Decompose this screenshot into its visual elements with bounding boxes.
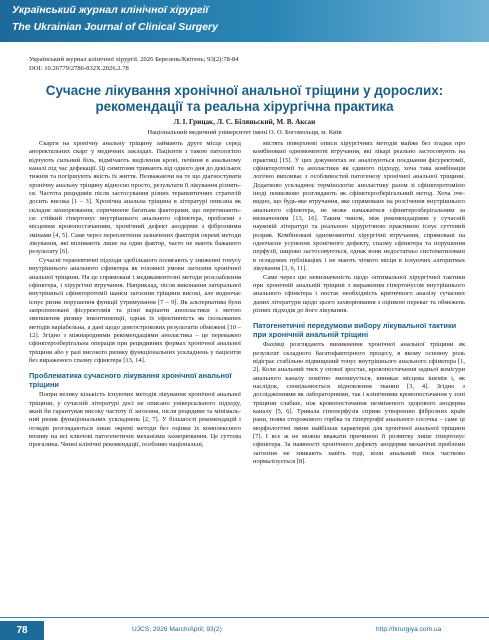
paragraph: Сучасні терапевтичні підходи здебільшого полягають у зниженні тонусу внутрішнього анального сфінктера як головної умови загоєння хронічної анальної тріщини. На це спрямовані і медикаментозні методи розслаблення сфінктера, і хірургічні втручання. Наприклад, після виконання латеральної внутрішньої сфінктеротомії шанси загоєння тріщини високі, але водночас існує ризик порушення функції утримування [7 – 9]. Як альтернатива були запропоновані фісуректомія та різні варіанти анопластики з метою зменшення ризику інконтиненції, однак їх ефективність як ізольованих методів варіабельна, а дані щодо довгострокових результатів обмежені [10 – 12]. Згідно з міжнародними рекомендаціями аноластика – це переважно сфінктерозберігальна операція при рецидивних формах хронічної анальної тріщини або у разі високого ризику функціональних ускладнень у пацієнтів без вираженого спазму сфінктера [13, 14]. [29,256,241,364]
paragraph: Фахівці розглядають виникнення хронічної анальної тріщини як результат складного багатофакторного процесу, в якому основну роль відіграє стабільно підвищений тонус внутрішнього анального сфінктера [1, 2]. Коли анальний тиск у спокої зростає, кровопостачання задньої комісури анального каналу помітно зменшується, виникає місцева ішемія і, як наслідок, сповільнюється відновлення тканин [3, 4]. Згідно з дослідженнями як лабораторними, так і клінічними кровопостачання у зоні тріщини слабше, ніж кровопостачання незміненого здорового анодерма каналу [5, 6]. Тривала гіпоперфузія сприяє утворенню фіброзних країв рани, поява сторожового горбка та гіпертрофії анального сосочка – саме ці морфологічні зміни найбільш характерні для хронічної анальної тріщини [7]. І все ж не можна вважати причиною її розвитку лише гіпертонус сфінктера. За наявності хронічного дефекту анодерми механічні проблеми загоєння не зникають навіть тоді, коли анальний тиск частково нормалізується [8]. [253,341,465,466]
footer-website-link[interactable]: http://hirurgiya.com.ua [376,626,442,633]
section-heading: Проблематика сучасного лікування хронічної анальної тріщини [29,371,232,390]
journal-name-en: The Ukrainian Journal of Clinical Surgery [12,21,218,33]
right-column [253,140,465,598]
article-title-line-2: рекомендації та реальна хірургічна практика [95,99,394,114]
page-number: 78 [0,621,44,640]
footer-journal-issue: UJCS, 2026 March/April; 93(2) [132,626,222,633]
citation-line: Український журнал клінічної хірургії. 2026 Березень/Квітень; 93(2):78-84 [29,56,239,63]
journal-name-uk: Український журнал клінічної хірургії [12,4,209,16]
left-column [29,140,241,598]
paragraph: Саме через цю невизначеність щодо оптимальної хірургічної тактики при хронічній анальній тріщині з вираженим гіпертонусом внутрішнього анального сфінктера і постає необхідність критичного аналізу сучасних даних літератури щодо цього захворювання з оцінкою переваг та обмежень різних підходів до його лікування. [253,273,465,314]
article-title-line-1: Сучасне лікування хронічної анальної тріщини у дорослих: [45,83,444,98]
section-heading: Патогенетичні передумови вибору лікувальної тактики при хронічній анальній тріщині [253,321,457,340]
paragraph: Скарги на хронічну анальну тріщину займають друге місце серед аноректальних скарг у медичних закладах. Пацієнти з такою патологією відчують сильний біль, відмічають виділення крові, печіння в анальному каналі під час дефекації. Ці симптоми тривають від одного дня до декількох тижнів та погіршують якість їх життя. Незважаючи на те що діагностувати хронічну анальну тріщину відносно просто, результати її лікування різняться. Частота рецидивів після застосування різних терапевтичних стратегій досить висока [1 – 3]. Хронічна анальна тріщина в літературі описана як складне захворювання, спричинене багатьма факторами, що перетинаються: стійкий гіпертонус внутрішнього анального сфінктера, проблеми з місцевим кровопостачанням, хронічний дефект анодерми з фіброзними змінами [4, 5]. Саме через переплетення зазначених факторів окремі методи лікування, які впливають лише на один фактор, часто не мають бажаного результату [6]. [29,140,241,256]
footer-divider [0,617,489,618]
doi-line: DOI: 10.26779/2786-832X.2026.2.78 [29,65,129,72]
authors: Л. І. Грицак, Л. С. Біляньский, М. В. Аксан [173,118,316,126]
journal-banner [0,0,489,42]
paragraph: містять поверхневі описи хірургічних методів майже без згадки про комбіновані одномоментні втручання, які лікарі реально застосовують на практиці [15]. У цих документах не аналізуються поєднання фісуректомії, сфінктеротомії та аноластики як єдиного підходу, хоча така комбінація логічно випливає з особливостей патогенезу хронічної анальної тріщини. Додатково ускладнює термінологія: аноластику разом зі сфінктеротомією іноді помилково розглядають як сфінктерозберігальний метод. Хоча очевидно, що будь-яке втручання, яке спрямоване на розсічення внутрішнього анального сфінктера, не може намажатися сфінктерозберігальним за визначенням [13, 16]. Таким чином, між рекомендаціями у сучасній науковій літературі та реальною хірургічною практикою існує суттєвий розрив. Комбіновані одномоментні хірургічні втручання, спрямовані на одночасне усунення хронічного дефекту, спазму сфінктера та порушення перфузії, широко застосовуються, однак вони недостатньо систематизовані в оглядових публікаціях і не мають чіткого місця в існуючих алгоритмах лікування [3, 6, 11]. [253,140,465,273]
affiliation: Національний медичний університет імені О. О. Богомольця, м. Київ [147,129,342,136]
paragraph: Попри велику кількість існуючих методів лікування хронічної анальної тріщини, у сучасній літературі досі не описано універсального підходу, який би гарантував високу частоту її загоєння, після рецидиви та мінімальний ризик функціональних ускладнень [2, 7]. У більшості рекомендацій і оглядів розглядаються лише окремі методи без оцінки їх комплексного впливу на всі ключові патогенетичні механізми захворювання. Це суттєва прогалина. Чинні клінічні рекомендації, особливо національні, [29,391,241,449]
